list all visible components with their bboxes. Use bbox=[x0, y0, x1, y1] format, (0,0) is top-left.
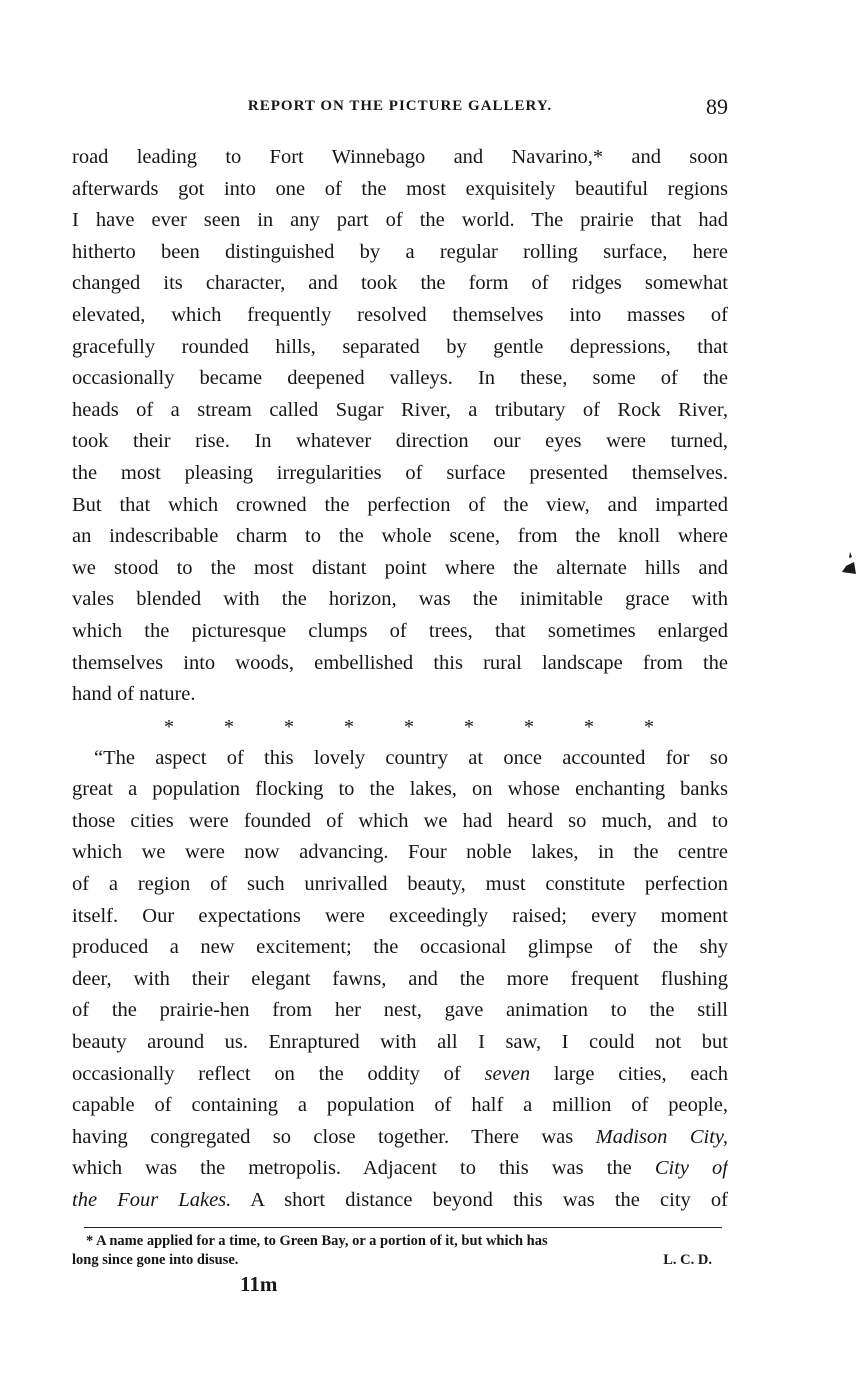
text-line: those cities were founded of which we had heard so much, and to bbox=[72, 809, 728, 832]
page-number: 89 bbox=[706, 94, 728, 119]
asterisk: * bbox=[464, 715, 474, 738]
asterisk: * bbox=[404, 715, 414, 738]
footnote bbox=[72, 1232, 728, 1270]
italic-text: City of bbox=[654, 1157, 728, 1180]
text-line: an indescribable charm to the whole scene, from the knoll where bbox=[72, 525, 728, 548]
text-line: of the prairie-hen from her nest, gave animation to the still bbox=[72, 999, 728, 1022]
text-line: of a region of such unrivalled beauty, must constitute perfection bbox=[72, 873, 728, 896]
text-line: I have ever seen in any part of the world. The prairie that had bbox=[72, 209, 728, 232]
text-line: produced a new excitement; the occasional glimpse of the shy bbox=[72, 936, 728, 959]
text-run: occasionally reflect on the oddity of bbox=[72, 1062, 485, 1085]
asterisk: * bbox=[224, 715, 234, 738]
text-line: gracefully rounded hills, separated by gentle depressions, that bbox=[72, 335, 728, 358]
text-line bbox=[72, 1122, 728, 1154]
italic-text: seven bbox=[484, 1062, 531, 1085]
page-header bbox=[72, 94, 728, 124]
paragraph-2 bbox=[72, 743, 728, 1217]
italic-text: Madison City, bbox=[595, 1125, 728, 1148]
asterisk: * bbox=[584, 715, 594, 738]
text-line: which the picturesque clumps of trees, that sometimes enlarged bbox=[72, 619, 728, 642]
footnote-line: long since gone into disuse. bbox=[72, 1252, 239, 1268]
text-line: the most pleasing irregularities of surface presented themselves. bbox=[72, 461, 728, 484]
printer-signature-mark: 11m bbox=[240, 1272, 278, 1296]
text-line: elevated, which frequently resolved themselves into masses of bbox=[72, 303, 728, 326]
text-run: large cities, each bbox=[530, 1062, 728, 1085]
text-line: deer, with their elegant fawns, and the more frequent flushing bbox=[72, 967, 728, 990]
running-title: REPORT ON THE PICTURE GALLERY. bbox=[247, 98, 553, 114]
text-line: itself. Our expectations were exceedingly raised; every moment bbox=[72, 904, 728, 927]
text-line: took their rise. In whatever direction our eyes were turned, bbox=[72, 430, 728, 453]
asterisk: * bbox=[644, 715, 654, 738]
text-line: hand of nature. bbox=[72, 683, 196, 706]
asterisk: * bbox=[344, 715, 354, 738]
text-run: having congregated so close together. There was bbox=[72, 1125, 596, 1148]
text-line: changed its character, and took the form of ridges somewhat bbox=[72, 272, 728, 295]
text-line: “The aspect of this lovely country at once accounted for so bbox=[94, 746, 728, 769]
text-line: vales blended with the horizon, was the inimitable grace with bbox=[72, 588, 728, 611]
text-line bbox=[72, 1153, 728, 1185]
text-line: hitherto been distinguished by a regular rolling surface, here bbox=[72, 240, 728, 263]
text-line: But that which crowned the perfection of the view, and imparted bbox=[72, 493, 728, 516]
text-line: occasionally became deepened valleys. In these, some of the bbox=[72, 367, 728, 390]
text-line bbox=[72, 1059, 728, 1091]
asterisk: * bbox=[524, 715, 534, 738]
paragraph-1 bbox=[72, 142, 728, 711]
footnote-line: * A name applied for a time, to Green Bay, or a portion of it, but which has bbox=[86, 1233, 548, 1249]
text-line: themselves into woods, embellished this rural landscape from the bbox=[72, 651, 728, 674]
asterisk: * bbox=[164, 715, 174, 738]
text-line: road leading to Fort Winnebago and Navarino,* and soon bbox=[72, 146, 728, 168]
section-break-asterisks bbox=[164, 711, 654, 743]
text-line: which we were now advancing. Four noble lakes, in the centre bbox=[72, 841, 728, 864]
margin-ink-mark bbox=[836, 550, 858, 576]
footnote-rule bbox=[84, 1227, 722, 1228]
text-line: heads of a stream called Sugar River, a tributary of Rock River, bbox=[72, 398, 728, 421]
text-line: beauty around us. Enraptured with all I saw, I could not but bbox=[72, 1031, 728, 1054]
text-line: afterwards got into one of the most exquisitely beautiful regions bbox=[72, 177, 728, 200]
body-text bbox=[72, 142, 728, 1217]
text-run: which was the metropolis. Adjacent to this was the bbox=[72, 1157, 655, 1180]
footnote-initials: L. C. D. bbox=[663, 1252, 712, 1268]
text-line bbox=[72, 1185, 728, 1217]
text-line: great a population flocking to the lakes, on whose enchanting banks bbox=[72, 778, 728, 801]
asterisk: * bbox=[284, 715, 294, 738]
text-line: capable of containing a population of half a million of people, bbox=[72, 1094, 728, 1117]
italic-text: the Four Lakes. bbox=[72, 1189, 232, 1211]
text-run: A short distance beyond this was the city of bbox=[231, 1189, 728, 1211]
text-line: we stood to the most distant point where the alternate hills and bbox=[72, 556, 728, 579]
